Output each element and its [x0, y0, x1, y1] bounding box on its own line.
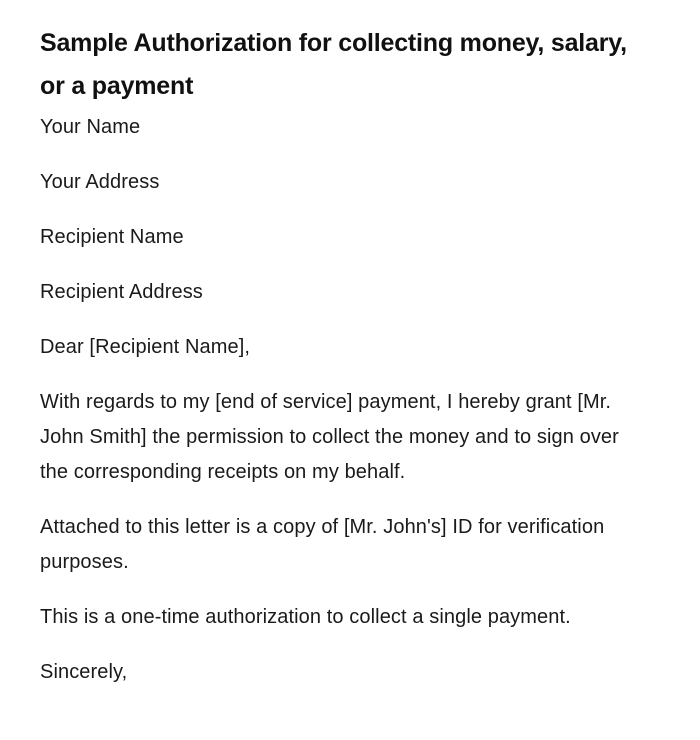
- recipient-name: Recipient Name: [40, 226, 184, 248]
- body-paragraph-one-time: This is a one-time authorization to collect a single payment.: [40, 606, 571, 628]
- body-paragraph-attachment: Attached to this letter is a copy of [Mr. John's] ID for verification purposes.: [40, 516, 605, 573]
- closing: Sincerely,: [40, 661, 128, 683]
- recipient-address: Recipient Address: [40, 281, 203, 303]
- salutation: Dear [Recipient Name],: [40, 336, 251, 358]
- letter-document: [40, 22, 640, 710]
- sender-address: Your Address: [40, 171, 160, 193]
- document-title: Sample Authorization for collecting money, salary, or a payment: [40, 29, 627, 100]
- sender-name: Your Name: [40, 116, 141, 138]
- body-paragraph-grant: With regards to my [end of service] payment, I hereby grant [Mr. John Smith] the permission to collect the money and to sign over the corresponding receipts on my behalf.: [40, 391, 619, 483]
